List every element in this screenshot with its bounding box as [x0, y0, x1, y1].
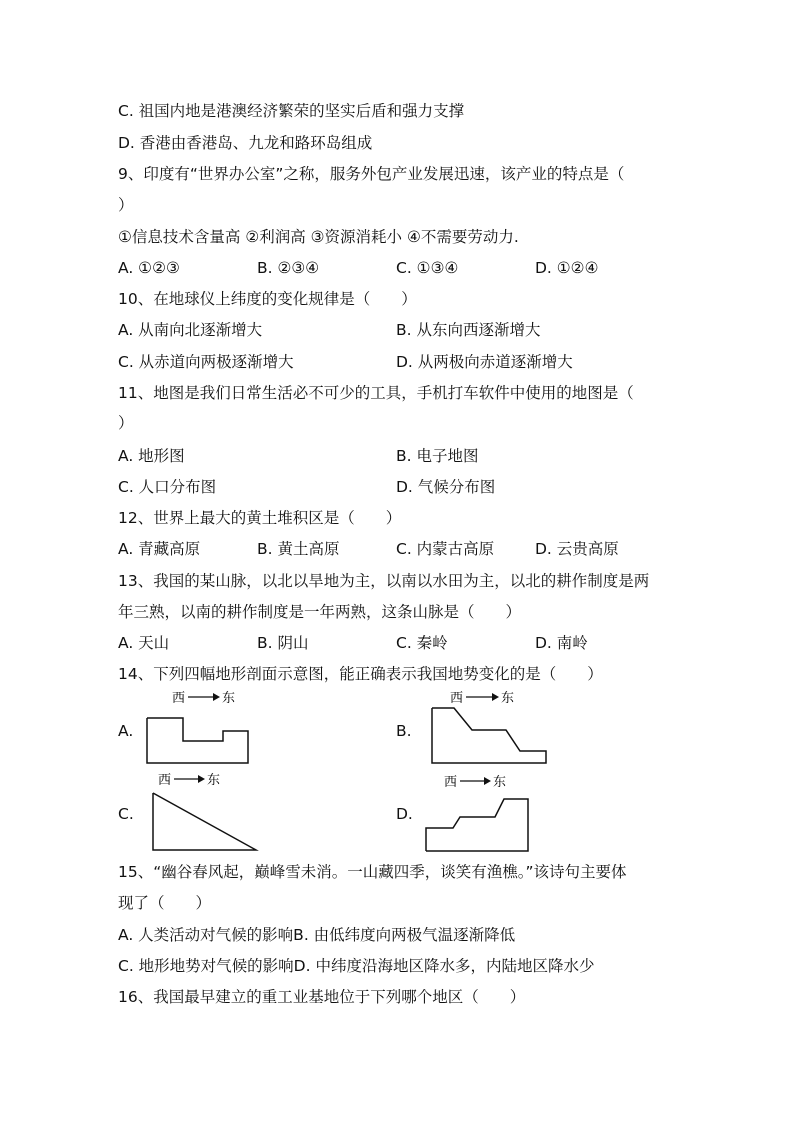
east-label: 东 — [207, 773, 221, 788]
q11-stem: 11、地图是我们日常生活必不可少的工具，手机打车软件中使用的地图是（ — [118, 384, 634, 402]
q13-option-c: C. 秦岭 — [396, 634, 448, 652]
q13-option-b: B. 阴山 — [257, 634, 309, 652]
q9-option-b: B. ②③④ — [257, 259, 320, 277]
terrain-profile-d — [426, 799, 528, 851]
q12-option-c: C. 内蒙古高原 — [396, 540, 495, 558]
q16-stem: 16、我国最早建立的重工业基地位于下列哪个地区（ ） — [118, 988, 526, 1006]
west-label: 西 — [172, 691, 186, 706]
q9-stem-cont: ） — [118, 196, 134, 214]
q14-figure-a — [140, 686, 260, 766]
east-label: 东 — [493, 775, 507, 790]
q13-option-d: D. 南岭 — [535, 634, 588, 652]
q8-option-d: D. 香港由香港岛、九龙和路环岛组成 — [118, 134, 373, 152]
q10-option-b: B. 从东向西逐渐增大 — [396, 321, 541, 339]
east-label: 东 — [222, 691, 236, 706]
q15-stem: 15、“幽谷春风起，巅峰雪未消。一山藏四季，谈笑有渔樵。”该诗句主要体 — [118, 863, 627, 881]
west-label: 西 — [450, 691, 464, 706]
q9-option-c: C. ①③④ — [396, 259, 459, 277]
q11-option-b: B. 电子地图 — [396, 447, 479, 465]
west-label: 西 — [444, 775, 458, 790]
terrain-profile-c — [153, 793, 256, 850]
terrain-profile-b — [432, 708, 546, 763]
q13-stem: 13、我国的某山脉，以北以旱地为主，以南以水田为主，以北的耕作制度是两 — [118, 572, 650, 590]
terrain-profile-a — [147, 718, 248, 763]
q8-option-c: C. 祖国内地是港澳经济繁荣的坚实后盾和强力支撑 — [118, 102, 465, 120]
q14-option-a-label: A. — [118, 722, 134, 740]
q12-option-d: D. 云贵高原 — [535, 540, 619, 558]
east-label: 东 — [501, 691, 515, 706]
q13-option-a: A. 天山 — [118, 634, 170, 652]
q11-option-d: D. 气候分布图 — [396, 478, 496, 496]
q12-option-b: B. 黄土高原 — [257, 540, 340, 558]
q9-items: ①信息技术含量高 ②利润高 ③资源消耗小 ④不需要劳动力. — [118, 228, 519, 246]
q14-figure-b — [422, 686, 562, 766]
q9-option-d: D. ①②④ — [535, 259, 599, 277]
q13-stem-cont: 年三熟，以南的耕作制度是一年两熟，这条山脉是（ ） — [118, 603, 522, 621]
q15-options-ab: A. 人类活动对气候的影响B. 由低纬度向两极气温逐渐降低 — [118, 926, 516, 944]
west-label: 西 — [158, 773, 172, 788]
q14-option-c-label: C. — [118, 805, 134, 823]
q15-options-cd: C. 地形地势对气候的影响D. 中纬度沿海地区降水多，内陆地区降水少 — [118, 957, 595, 975]
q12-stem: 12、世界上最大的黄土堆积区是（ ） — [118, 509, 402, 527]
q11-option-a: A. 地形图 — [118, 447, 185, 465]
q14-figure-d — [420, 770, 540, 855]
q11-stem-cont: ） — [118, 414, 134, 432]
q10-option-a: A. 从南向北逐渐增大 — [118, 321, 263, 339]
q11-option-c: C. 人口分布图 — [118, 478, 217, 496]
q14-figure-c — [140, 768, 270, 853]
q10-option-d: D. 从两极向赤道逐渐增大 — [396, 353, 573, 371]
q14-option-d-label: D. — [396, 805, 413, 823]
q12-option-a: A. 青藏高原 — [118, 540, 201, 558]
q9-stem: 9、印度有“世界办公室”之称，服务外包产业发展迅速，该产业的特点是（ — [118, 165, 625, 183]
q14-stem: 14、下列四幅地形剖面示意图，能正确表示我国地势变化的是（ ） — [118, 665, 603, 683]
q15-stem-cont: 现了（ ） — [118, 894, 212, 912]
q10-option-c: C. 从赤道向两极逐渐增大 — [118, 353, 294, 371]
q10-stem: 10、在地球仪上纬度的变化规律是（ ） — [118, 290, 417, 308]
q9-option-a: A. ①②③ — [118, 259, 180, 277]
q14-option-b-label: B. — [396, 722, 412, 740]
